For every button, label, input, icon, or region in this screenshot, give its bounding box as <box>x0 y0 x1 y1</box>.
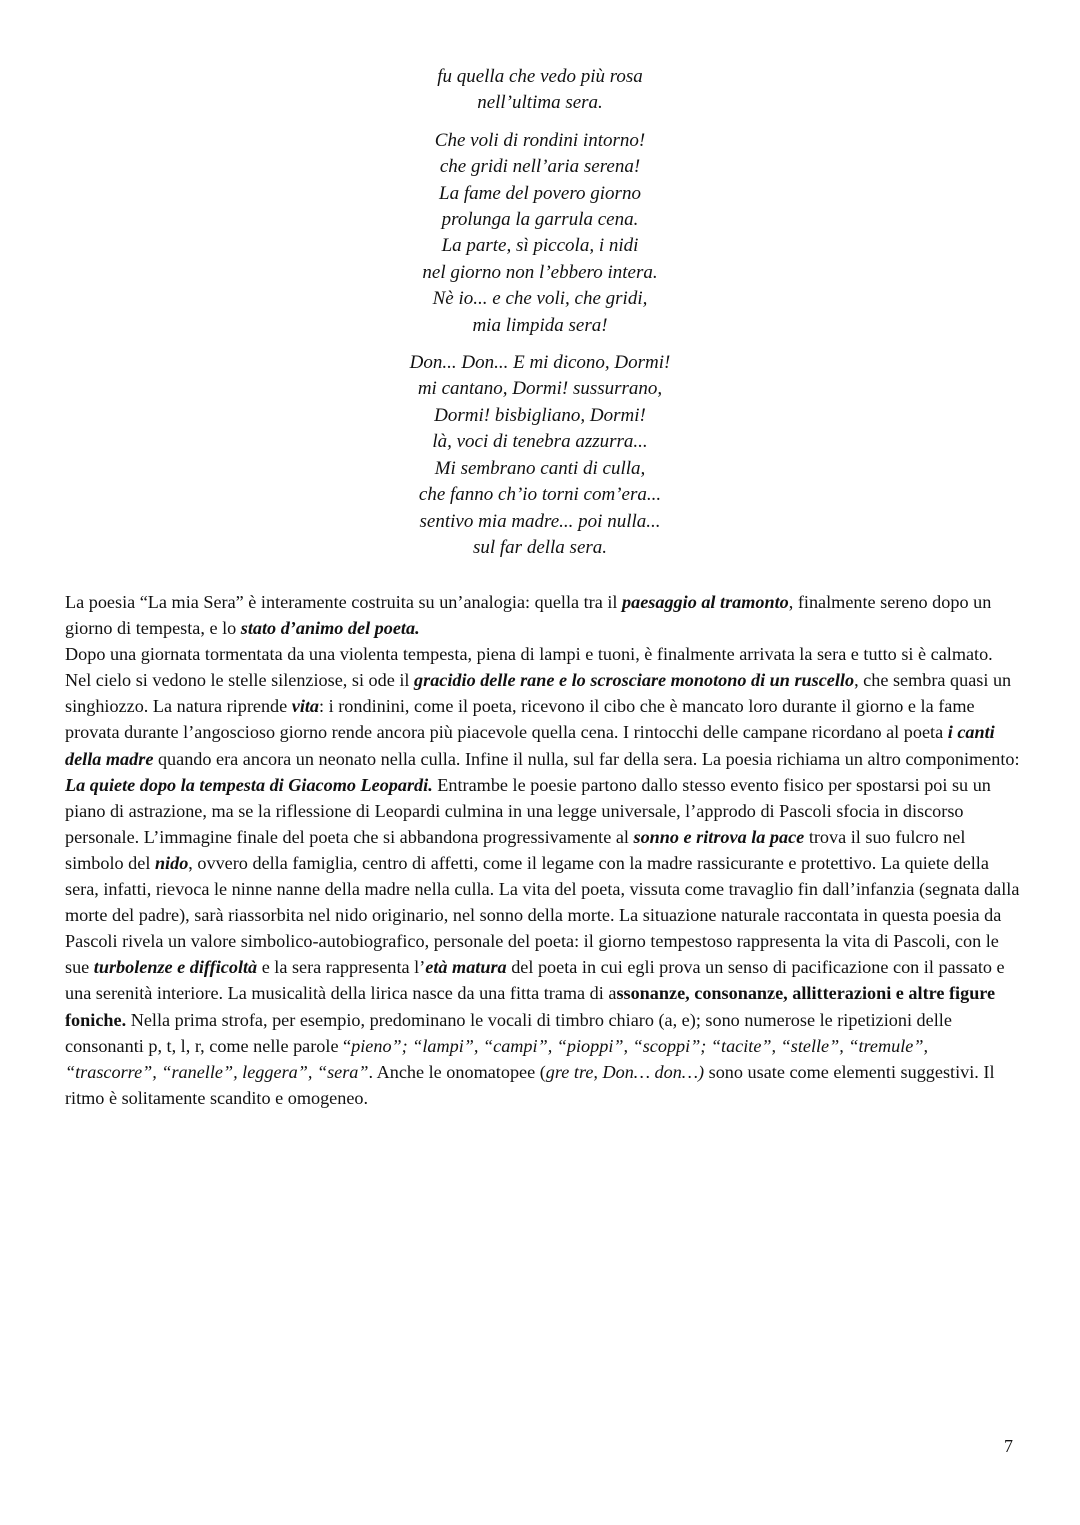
text-run: , che sembra quasi un singhiozzo. La natura riprende <box>65 670 1012 717</box>
text-run: , ovvero della famiglia, centro di affetti, come il legame con la madre rassicurante e protettivo. La quiete della sera, infatti, rievoca le ninne nanne della madre nella culla. La vita del poeta, vissuta come travaglio fin dall’infanzia (segnata dalla morte del padre), sarà riassorbita nel nido originario, nel sonno della morte. La situazione naturale raccontata in questa poesia da Pascoli rivela un valore simbolico-autobiografico, personale del poeta: il giorno tempestoso rappresenta la vita di Pascoli, con le sue <box>65 852 1020 978</box>
emphasis-bold: ssonanze, consonanze, allitterazioni e altre figure foniche. <box>65 983 996 1030</box>
poem-line: che gridi nell’aria serena! <box>439 156 641 178</box>
text-run: Entrambe le poesie partono dallo stesso evento fisico per spostarsi poi su un piano di astrazione, ma se la riflessione di Leopardi culmina in una legge universale, l’approdo di Pascoli sfocia in discorso personale. L’immagine finale del poeta che si abbandona progressivamente al <box>65 774 991 847</box>
paragraph-intro <box>65 589 1020 641</box>
emphasis-bold-italic: età matura <box>425 957 507 978</box>
poem-line: sul far della sera. <box>472 536 608 558</box>
text-run: : i rondinini, come il poeta, ricevono il cibo che è mancato loro durante il giorno e la fame provata durante l’angoscioso giorno rende ancora più piacevole quella cena. I rintocchi delle campane ricordano al poeta <box>65 696 975 743</box>
emphasis-italic: pieno”; “lampi”, “campi”, “pioppi”, “scoppi”; “tacite”, “stelle”, “tremule”, “trascorre”, “ranelle”, leggera”, “sera” <box>65 1035 928 1082</box>
paragraph-analysis <box>65 641 1020 1111</box>
text-run: , finalmente sereno dopo un giorno di tempesta, e lo <box>65 592 992 639</box>
text-run: del poeta in cui egli prova un senso di pacificazione con il passato e una serenità interiore. La musicalità della lirica nasce da una fitta trama di a <box>65 957 1005 1004</box>
emphasis-bold-italic: vita <box>291 696 320 717</box>
text-run: quando era ancora un neonato nella culla. Infine il nulla, sul far della sera. La poesia richiama un altro componimento: <box>153 748 1020 769</box>
poem-line: nel giorno non l’ebbero intera. <box>422 261 658 283</box>
poem-line: mi cantano, Dormi! sussurrano, <box>417 378 663 400</box>
text-run: . Anche le onomatopee ( <box>368 1061 546 1082</box>
poem-stanza <box>0 64 1080 117</box>
poem-stanza <box>0 128 1080 339</box>
poem-line: Don... Don... E mi dicono, Dormi! <box>409 352 671 374</box>
poem-line: Nè io... e che voli, che gridi, <box>432 288 648 310</box>
poem-line: La fame del povero giorno <box>439 182 641 204</box>
emphasis-bold-italic: paesaggio al tramonto <box>622 592 789 612</box>
text-run: La poesia “La mia Sera” è interamente costruita su un’analogia: quella tra il <box>65 592 623 612</box>
poem-line: Mi sembrano canti di culla, <box>434 457 646 479</box>
emphasis-bold-italic: gracidio delle rane e lo scrosciare monotono di un ruscello <box>414 670 855 691</box>
text-run: e la sera rappresenta l’ <box>257 957 426 978</box>
text-run: Nella prima strofa, per esempio, predominano le vocali di timbro chiaro (a, e); sono numerose le ripetizioni delle consonanti p, t, l, r, come nelle parole “ <box>65 1009 952 1056</box>
emphasis-bold-italic: i canti della madre <box>65 722 995 769</box>
poem-line: che fanno ch’io torni com’era... <box>418 484 662 506</box>
emphasis-bold-italic: turbolenze e difficoltà <box>93 957 258 978</box>
emphasis-italic: gre tre, Don… don…) <box>545 1061 705 1082</box>
commentary-text <box>65 589 1020 1111</box>
poem-excerpt <box>0 64 1080 572</box>
text-run: sono usate come elementi suggestivi. Il ritmo è solitamente scandito e omogeneo. <box>65 1061 995 1108</box>
emphasis-bold-italic: sonno e ritrova la pace <box>633 826 805 847</box>
emphasis-bold-italic: La quiete dopo la tempesta di Giacomo Leopardi. <box>65 774 433 795</box>
poem-line: mia limpida sera! <box>472 314 608 336</box>
poem-line: Dormi! bisbigliano, Dormi! <box>434 404 646 426</box>
poem-stanza <box>0 350 1080 561</box>
poem-line: là, voci di tenebra azzurra... <box>432 431 648 453</box>
emphasis-bold-italic: stato d’animo del poeta. <box>240 618 420 639</box>
poem-line: fu quella che vedo più rosa <box>437 66 643 87</box>
page-number: 7 <box>1004 1436 1013 1456</box>
poem-line: prolunga la garrula cena. <box>441 209 639 231</box>
emphasis-bold-italic: nido <box>154 852 189 873</box>
poem-line: sentivo mia madre... poi nulla... <box>419 510 661 532</box>
text-run: Dopo una giornata tormentata da una violenta tempesta, piena di lampi e tuoni, è finalmente arrivata la sera e tutto si è calmato. Nel cielo si vedono le stelle silenziose, si ode il <box>65 644 993 691</box>
text-run: trova il suo fulcro nel simbolo del <box>65 826 966 873</box>
poem-line: nell’ultima sera. <box>477 92 603 114</box>
poem-line: Che voli di rondini intorno! <box>434 129 646 151</box>
poem-line: La parte, sì piccola, i nidi <box>441 235 639 257</box>
